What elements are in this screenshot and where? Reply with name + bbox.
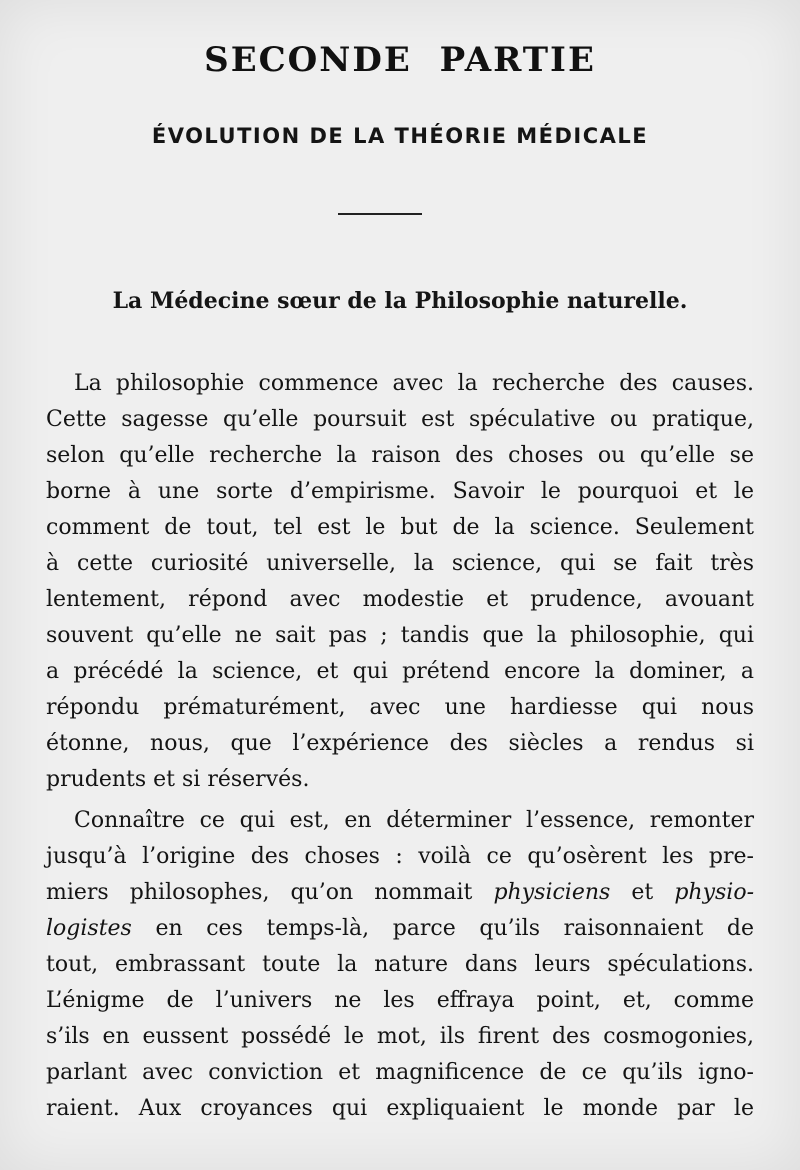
text-line: répondu prématurément, avec une hardiesse qui nous [46, 695, 754, 720]
text-line [46, 875, 754, 911]
italic-term: logistes [46, 916, 132, 941]
text-line: Cette sagesse qu’elle poursuit est spéculative ou pratique, [46, 407, 754, 432]
paragraph-2 [46, 803, 754, 1127]
text-line: parlant avec conviction et magnificence de ce qu’ils igno- [46, 1060, 754, 1085]
text-line: borne à une sorte d’empirisme. Savoir le pourquoi et le [46, 479, 754, 504]
text-line: comment de tout, tel est le but de la science. Seulement [46, 515, 754, 540]
text-line: prudents et si réservés. [46, 767, 310, 792]
italic-term: physio- [674, 880, 755, 905]
paragraph-1 [46, 366, 754, 798]
section-title: La Médecine sœur de la Philosophie naturelle. [112, 288, 688, 314]
text-line: selon qu’elle recherche la raison des choses ou qu’elle se [46, 443, 754, 468]
text-line: La philosophie commence avec la recherche des causes. [74, 371, 754, 396]
text-line [46, 911, 754, 947]
chapter-title: ÉVOLUTION DE LA THÉORIE MÉDICALE [151, 124, 649, 148]
part-title: SECONDE PARTIE [204, 40, 596, 80]
text-line: lentement, répond avec modestie et prudence, avouant [46, 587, 754, 612]
text-fragment: en ces temps-là, parce qu’ils raisonnaient de [131, 916, 754, 941]
text-fragment: et [610, 880, 675, 905]
title-divider [338, 213, 422, 215]
italic-term: physiciens [493, 880, 611, 905]
text-line: Connaître ce qui est, en déterminer l’essence, remonter [74, 808, 754, 833]
text-line: L’énigme de l’univers ne les effraya point, et, comme [46, 988, 754, 1013]
text-line: a précédé la science, et qui prétend encore la dominer, a [46, 659, 754, 684]
text-line: s’ils en eussent possédé le mot, ils firent des cosmogonies, [46, 1024, 754, 1049]
text-line: jusqu’à l’origine des choses : voilà ce qu’osèrent les pre- [46, 844, 754, 869]
text-line: souvent qu’elle ne sait pas ; tandis que la philosophie, qui [46, 623, 754, 648]
text-line: raient. Aux croyances qui expliquaient le monde par le [46, 1096, 754, 1121]
text-line: étonne, nous, que l’expérience des siècles a rendus si [46, 731, 754, 756]
text-fragment: miers philosophes, qu’on nommait [46, 880, 494, 905]
text-line: tout, embrassant toute la nature dans leurs spéculations. [46, 952, 754, 977]
text-line: à cette curiosité universelle, la science, qui se fait très [46, 551, 754, 576]
